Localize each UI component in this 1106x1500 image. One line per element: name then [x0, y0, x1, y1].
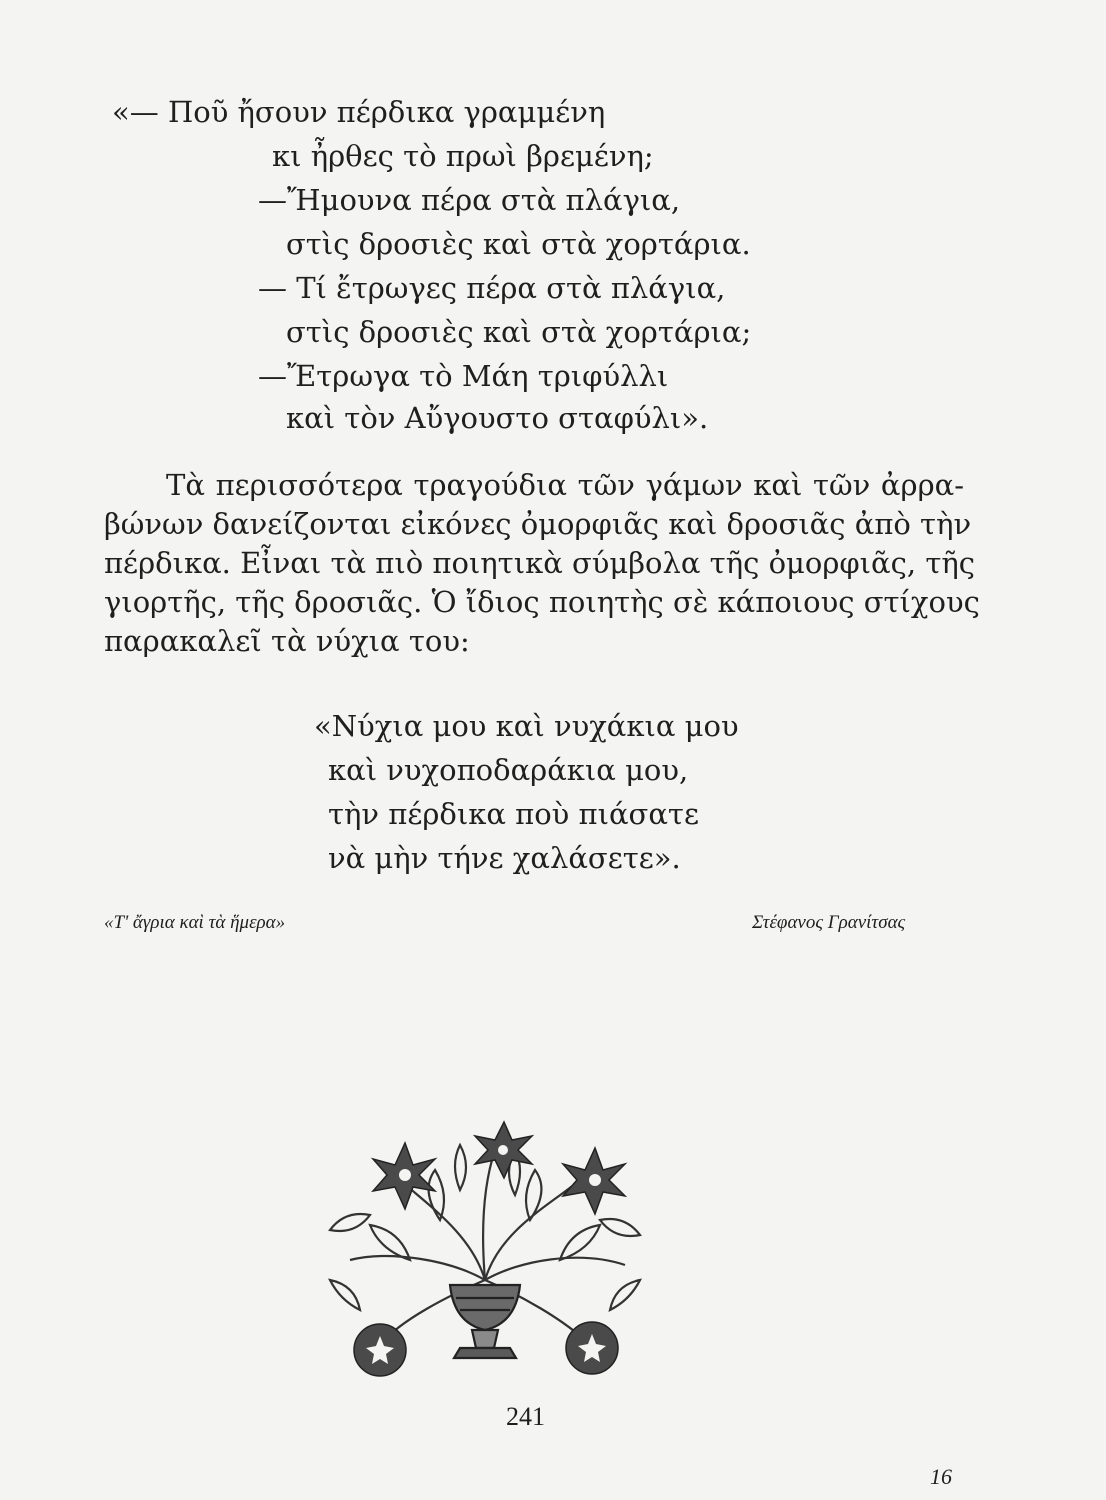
prose-line: βώνων δανείζονται εἰκόνες ὀμορφιᾶς καὶ δροσιᾶς ἀπὸ τὴν: [104, 507, 972, 541]
poem-line: στὶς δροσιὲς καὶ στὰ χορτάρια.: [286, 227, 751, 261]
poem-line: —Ἤμουνα πέρα στὰ πλάγια,: [258, 183, 681, 217]
flower-vase-ornament: [300, 1120, 670, 1390]
poem-line: καὶ νυχοποδαράκια μου,: [328, 753, 689, 787]
poem-line: «Νύχια μου καὶ νυχάκια μου: [314, 709, 739, 743]
prose-line: Τὰ περισσότερα τραγούδια τῶν γάμων καὶ τῶν ἀρρα-: [166, 468, 964, 502]
poem-line: νὰ μὴν τήνε χαλάσετε».: [328, 841, 681, 875]
source-title: «Τ' ἄγρια καὶ τὰ ἥμερα»: [104, 912, 286, 933]
poem-line: — Τί ἔτρωγες πέρα στὰ πλάγια,: [258, 271, 726, 305]
prose-line: πέρδικα. Εἶναι τὰ πιὸ ποιητικὰ σύμβολα τῆς ὀμορφιᾶς, τῆς: [104, 546, 975, 580]
author-name: Στέφανος Γρανίτσας: [752, 912, 906, 933]
page-number: 241: [506, 1402, 545, 1431]
poem-line: «— Ποῦ ἤσουν πέρδικα γραμμένη: [112, 95, 606, 129]
poem-line: στὶς δροσιὲς καὶ στὰ χορτάρια;: [286, 315, 752, 349]
poem-line: —Ἔτρωγα τὸ Μάη τριφύλλι: [258, 359, 669, 393]
prose-paragraph: [104, 466, 980, 661]
prose-line: γιορτῆς, τῆς δροσιᾶς. Ὁ ἴδιος ποιητὴς σὲ κάποιους στίχους: [104, 585, 980, 619]
poem-line: κι ἦρθες τὸ πρωὶ βρεμένη;: [272, 139, 654, 173]
poem-line: τὴν πέρδικα ποὺ πιάσατε: [328, 797, 699, 831]
signature-mark: 16: [930, 1464, 952, 1489]
prose-line: παρακαλεῖ τὰ νύχια του:: [104, 624, 470, 658]
poem-line: καὶ τὸν Αὔγουστο σταφύλι».: [286, 401, 709, 435]
